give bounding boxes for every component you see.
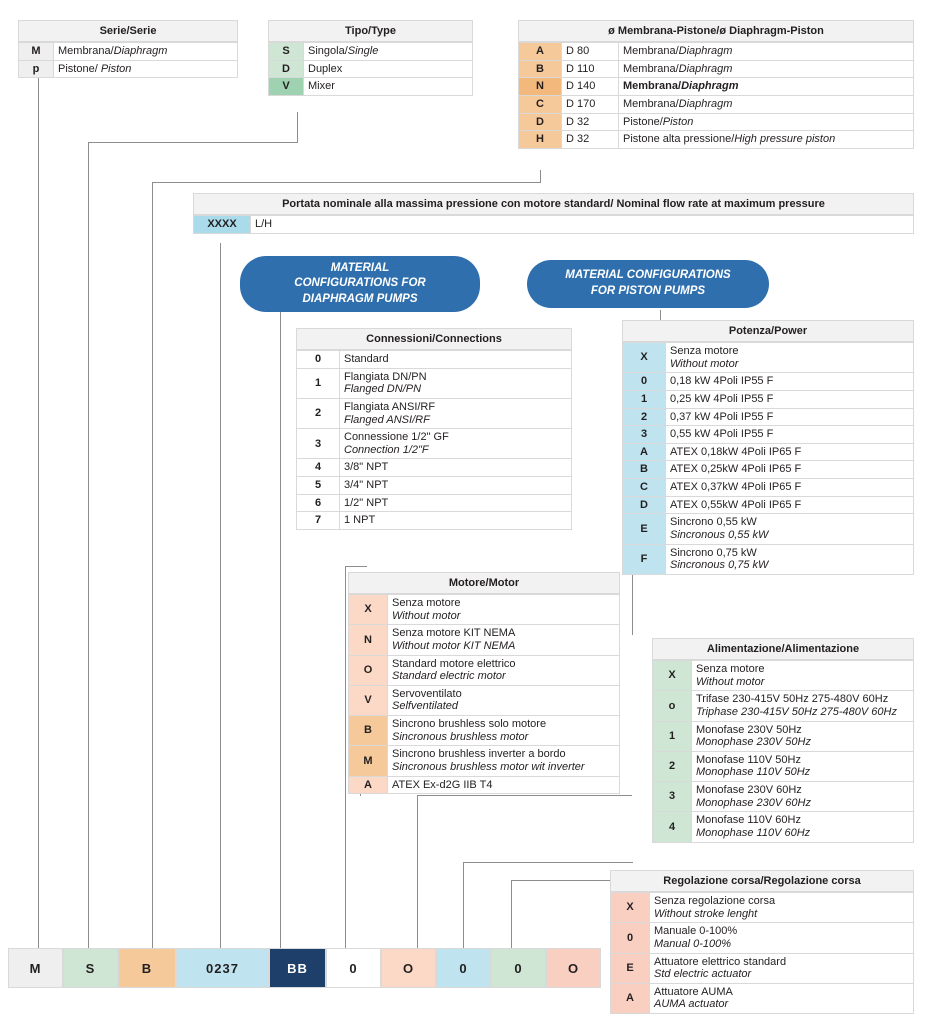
regolazione-code-3: A (611, 983, 650, 1013)
table-tipo (268, 20, 473, 96)
motore-code-2: O (349, 655, 388, 685)
table-row[interactable] (519, 60, 914, 78)
potenza-desc-10: Sincrono 0,75 kW Sincronous 0,75 kW (666, 544, 914, 574)
table-row[interactable] (269, 60, 473, 78)
alimentazione-title: Alimentazione/Alimentazione (652, 638, 914, 660)
membrana-code-1: B (519, 60, 562, 78)
membrana-code-0: A (519, 43, 562, 61)
table-row[interactable] (653, 691, 914, 721)
potenza-desc-6: ATEX 0,25kW 4Poli IP65 F (666, 461, 914, 479)
alimentazione-desc-0: Senza motore Without motor (692, 661, 914, 691)
connector-pill1-down (280, 310, 281, 950)
potenza-desc-0: Senza motore Without motor (666, 343, 914, 373)
potenza-desc-9: Sincrono 0,55 kW Sincronous 0,55 kW (666, 514, 914, 544)
potenza-desc-1: 0,18 kW 4Poli IP55 F (666, 373, 914, 391)
table-row[interactable] (623, 443, 914, 461)
tipo-desc-1: Duplex (304, 60, 473, 78)
membrana-code-3: C (519, 95, 562, 113)
table-serie (18, 20, 238, 78)
table-row[interactable] (623, 408, 914, 426)
motore-code-1: N (349, 625, 388, 655)
table-regolazione (610, 870, 914, 1014)
table-row[interactable] (194, 216, 914, 234)
final-cell-6[interactable]: O (381, 948, 436, 988)
membrana-dim-0: D 80 (562, 43, 619, 61)
regolazione-code-2: E (611, 953, 650, 983)
table-row[interactable] (19, 60, 238, 78)
table-row[interactable] (297, 368, 572, 398)
membrana-desc-0: Membrana/Diaphragm (619, 43, 914, 61)
table-motore (348, 572, 620, 794)
motore-code-4: B (349, 716, 388, 746)
connector-tipo-v (297, 112, 298, 142)
potenza-code-5: A (623, 443, 666, 461)
connector-potenza-h (417, 795, 632, 796)
alimentazione-code-4: 3 (653, 782, 692, 812)
connessioni-desc-5: 3/4" NPT (340, 477, 572, 495)
connector-membrana-down (152, 182, 153, 950)
potenza-desc-5: ATEX 0,18kW 4Poli IP65 F (666, 443, 914, 461)
final-cell-3[interactable]: 0237 (176, 948, 269, 988)
regolazione-code-0: X (611, 893, 650, 923)
serie-desc-0: Membrana/Diaphragm (54, 43, 238, 61)
final-cell-8[interactable]: 0 (491, 948, 546, 988)
table-row[interactable] (623, 461, 914, 479)
table-row[interactable] (349, 625, 620, 655)
potenza-code-3: 2 (623, 408, 666, 426)
table-portata (193, 193, 914, 234)
connessioni-code-6: 6 (297, 494, 340, 512)
table-membrana (518, 20, 914, 149)
connessioni-code-0: 0 (297, 351, 340, 369)
tipo-desc-0: Singola/Single (304, 43, 473, 61)
pill-1-line-1: MATERIAL (330, 261, 390, 274)
potenza-code-8: D (623, 496, 666, 514)
table-row[interactable] (297, 494, 572, 512)
tipo-title: Tipo/Type (268, 20, 473, 42)
table-row[interactable] (269, 78, 473, 96)
portata-code: XXXX (194, 216, 251, 234)
table-row[interactable] (611, 923, 914, 953)
membrana-dim-4: D 32 (562, 113, 619, 131)
motore-desc-5: Sincrono brushless inverter a bordo Sincronous brushless motor wit inverter (388, 746, 620, 776)
final-cell-5[interactable]: 0 (326, 948, 381, 988)
connessioni-desc-0: Standard (340, 351, 572, 369)
motore-desc-1: Senza motore KIT NEMA Without motor KIT NEMA (388, 625, 620, 655)
regolazione-desc-1: Manuale 0-100% Manual 0-100% (650, 923, 914, 953)
regolazione-code-1: 0 (611, 923, 650, 953)
table-row[interactable] (519, 78, 914, 96)
potenza-code-6: B (623, 461, 666, 479)
motore-code-6: A (349, 776, 388, 794)
alimentazione-desc-4: Monofase 230V 60Hz Monophase 230V 60Hz (692, 782, 914, 812)
regolazione-desc-3: Attuatore AUMA AUMA actuator (650, 983, 914, 1013)
membrana-desc-1: Membrana/Diaphragm (619, 60, 914, 78)
table-row[interactable] (653, 661, 914, 691)
potenza-title: Potenza/Power (622, 320, 914, 342)
alimentazione-desc-2: Monofase 230V 50Hz Monophase 230V 50Hz (692, 721, 914, 751)
final-cell-1[interactable]: S (63, 948, 118, 988)
membrana-code-5: H (519, 131, 562, 149)
motore-code-0: X (349, 595, 388, 625)
connector-tipo-h (88, 142, 298, 143)
alimentazione-desc-5: Monofase 110V 60Hz Monophase 110V 60Hz (692, 812, 914, 842)
table-row[interactable] (519, 113, 914, 131)
connessioni-desc-1: Flangiata DN/PN Flanged DN/PN (340, 368, 572, 398)
table-row[interactable] (297, 477, 572, 495)
tipo-desc-2: Mixer (304, 78, 473, 96)
connessioni-desc-2: Flangiata ANSI/RF Flanged ANSI/RF (340, 398, 572, 428)
pill-piston-materials[interactable] (527, 260, 769, 308)
final-code-row (8, 948, 601, 988)
final-cell-7[interactable]: 0 (436, 948, 491, 988)
pill-2-line-2: FOR PISTON PUMPS (590, 285, 706, 297)
connector-motore-down (463, 862, 464, 950)
potenza-desc-3: 0,37 kW 4Poli IP55 F (666, 408, 914, 426)
final-cell-4[interactable]: BB (269, 948, 326, 988)
alimentazione-code-3: 2 (653, 751, 692, 781)
regolazione-desc-2: Attuatore elettrico standard Std electric actuator (650, 953, 914, 983)
table-row[interactable] (611, 953, 914, 983)
motore-desc-3: Servoventilato Selfventilated (388, 685, 620, 715)
motore-desc-4: Sincrono brushless solo motore Sincronous brushless motor (388, 716, 620, 746)
potenza-desc-2: 0,25 kW 4Poli IP55 F (666, 390, 914, 408)
serie-desc-1: Pistone/ Piston (54, 60, 238, 78)
connessioni-code-4: 4 (297, 459, 340, 477)
table-row[interactable] (611, 893, 914, 923)
connector-potenza-down (417, 795, 418, 950)
table-connessioni (296, 328, 572, 530)
alimentazione-desc-1: Trifase 230-415V 50Hz 275-480V 60Hz Triphase 230-415V 50Hz 275-480V 60Hz (692, 691, 914, 721)
potenza-desc-7: ATEX 0,37kW 4Poli IP65 F (666, 479, 914, 497)
membrana-title: ø Membrana-Pistone/ø Diaphragm-Piston (518, 20, 914, 42)
table-row[interactable] (297, 351, 572, 369)
table-row[interactable] (349, 746, 620, 776)
table-row[interactable] (623, 496, 914, 514)
potenza-code-9: E (623, 514, 666, 544)
table-row[interactable] (349, 776, 620, 794)
motore-code-3: V (349, 685, 388, 715)
membrana-code-2: N (519, 78, 562, 96)
table-row[interactable] (653, 721, 914, 751)
potenza-code-7: C (623, 479, 666, 497)
pill-2-line-1: MATERIAL CONFIGURATIONS (565, 269, 731, 282)
table-row[interactable] (349, 716, 620, 746)
serie-title: Serie/Serie (18, 20, 238, 42)
motore-desc-2: Standard motore elettrico Standard electric motor (388, 655, 620, 685)
motore-code-5: M (349, 746, 388, 776)
membrana-dim-3: D 170 (562, 95, 619, 113)
motore-desc-0: Senza motore Without motor (388, 595, 620, 625)
connessioni-desc-3: Connessione 1/2" GF Connection 1/2"F (340, 429, 572, 459)
table-row[interactable] (623, 343, 914, 373)
connector-portata-down (220, 243, 221, 950)
pill-diaphragm-materials[interactable] (240, 256, 480, 312)
table-row[interactable] (653, 751, 914, 781)
table-row[interactable] (653, 782, 914, 812)
membrana-desc-4: Pistone/Piston (619, 113, 914, 131)
potenza-code-4: 3 (623, 426, 666, 444)
connector-serie (38, 60, 39, 950)
connessioni-desc-6: 1/2" NPT (340, 494, 572, 512)
connessioni-code-7: 7 (297, 512, 340, 530)
connessioni-title: Connessioni/Connections (296, 328, 572, 350)
final-cell-2[interactable]: B (118, 948, 176, 988)
table-row[interactable] (297, 429, 572, 459)
table-potenza (622, 320, 914, 575)
membrana-dim-1: D 110 (562, 60, 619, 78)
connector-connessioni-down (345, 566, 346, 950)
table-row[interactable] (519, 131, 914, 149)
potenza-code-2: 1 (623, 390, 666, 408)
connector-membrana-h (152, 182, 541, 183)
pill-1-line-2: CONFIGURATIONS FOR (294, 277, 426, 290)
connessioni-code-5: 5 (297, 477, 340, 495)
alimentazione-desc-3: Monofase 110V 50Hz Monophase 110V 50Hz (692, 751, 914, 781)
membrana-desc-5: Pistone alta pressione/High pressure piston (619, 131, 914, 149)
membrana-dim-5: D 32 (562, 131, 619, 149)
serie-code-0: M (19, 43, 54, 61)
membrana-desc-3: Membrana/Diaphragm (619, 95, 914, 113)
connessioni-code-1: 1 (297, 368, 340, 398)
table-row[interactable] (297, 459, 572, 477)
connector-alim-down (511, 880, 512, 950)
pill-1-line-3: DIAPHRAGM PUMPS (302, 292, 418, 305)
potenza-desc-8: ATEX 0,55kW 4Poli IP65 F (666, 496, 914, 514)
alimentazione-code-0: X (653, 661, 692, 691)
motore-desc-6: ATEX Ex-d2G IIB T4 (388, 776, 620, 794)
membrana-code-4: D (519, 113, 562, 131)
connessioni-code-2: 2 (297, 398, 340, 428)
connector-membrana-v (540, 170, 541, 182)
final-cell-0[interactable]: M (8, 948, 63, 988)
table-row[interactable] (623, 544, 914, 574)
final-cell-9[interactable]: O (546, 948, 601, 988)
table-row[interactable] (297, 512, 572, 530)
serie-code-1: p (19, 60, 54, 78)
regolazione-desc-0: Senza regolazione corsa Without stroke lenght (650, 893, 914, 923)
table-row[interactable] (623, 426, 914, 444)
table-row[interactable] (269, 43, 473, 61)
table-row[interactable] (349, 685, 620, 715)
potenza-code-1: 0 (623, 373, 666, 391)
alimentazione-code-2: 1 (653, 721, 692, 751)
connector-tipo-down (88, 142, 89, 950)
tipo-code-2: V (269, 78, 304, 96)
potenza-desc-4: 0,55 kW 4Poli IP55 F (666, 426, 914, 444)
table-row[interactable] (349, 595, 620, 625)
portata-unit: L/H (251, 216, 914, 234)
table-row[interactable] (519, 95, 914, 113)
regolazione-title: Regolazione corsa/Regolazione corsa (610, 870, 914, 892)
table-row[interactable] (19, 43, 238, 61)
table-row[interactable] (623, 514, 914, 544)
table-row[interactable] (623, 390, 914, 408)
table-row[interactable] (519, 43, 914, 61)
connector-connessioni-h (345, 566, 367, 567)
portata-title: Portata nominale alla massima pressione con motore standard/ Nominal flow rate at maximum pressure (193, 193, 914, 215)
connector-alim-h (511, 880, 621, 881)
alimentazione-code-5: 4 (653, 812, 692, 842)
table-row[interactable] (623, 479, 914, 497)
connessioni-code-3: 3 (297, 429, 340, 459)
alimentazione-code-1: o (653, 691, 692, 721)
connessioni-desc-7: 1 NPT (340, 512, 572, 530)
table-alimentazione (652, 638, 914, 843)
potenza-code-0: X (623, 343, 666, 373)
membrana-desc-2: Membrana/Diaphragm (619, 78, 914, 96)
table-row[interactable] (349, 655, 620, 685)
table-row[interactable] (297, 398, 572, 428)
membrana-dim-2: D 140 (562, 78, 619, 96)
connector-motore-h (463, 862, 633, 863)
tipo-code-0: S (269, 43, 304, 61)
tipo-code-1: D (269, 60, 304, 78)
table-row[interactable] (623, 373, 914, 391)
table-row[interactable] (611, 983, 914, 1013)
table-row[interactable] (653, 812, 914, 842)
potenza-code-10: F (623, 544, 666, 574)
connessioni-desc-4: 3/8" NPT (340, 459, 572, 477)
motore-title: Motore/Motor (348, 572, 620, 594)
